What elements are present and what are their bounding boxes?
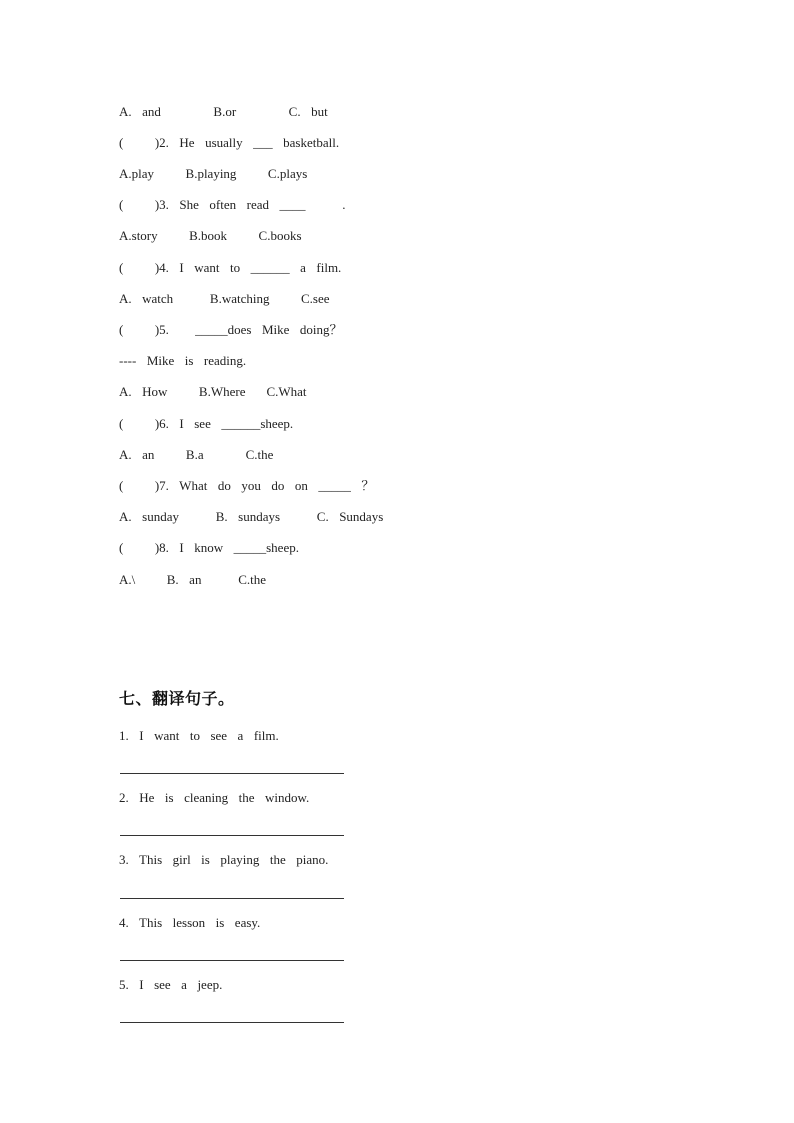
question-6: ( )6. I see ______sheep. bbox=[119, 416, 294, 431]
answer-blank-1[interactable] bbox=[120, 773, 344, 774]
options-line-6: A. an B.a C.the bbox=[119, 447, 274, 462]
translate-item-3: 3. This girl is playing the piano. bbox=[119, 852, 329, 867]
options-line-7: A. sunday B. sundays C. Sundays bbox=[119, 509, 384, 524]
answer-line-5: ---- Mike is reading. bbox=[119, 353, 247, 368]
options-line-5: A. How B.Where C.What bbox=[119, 384, 307, 399]
translate-item-2: 2. He is cleaning the window. bbox=[119, 790, 310, 805]
question-8: ( )8. I know _____sheep. bbox=[119, 540, 299, 555]
answer-blank-4[interactable] bbox=[120, 960, 344, 961]
translate-item-4: 4. This lesson is easy. bbox=[119, 915, 261, 930]
options-line-1: A. and B.or C. but bbox=[119, 104, 328, 119]
section-title: 七、翻译句子。 bbox=[119, 689, 235, 708]
translate-item-5: 5. I see a jeep. bbox=[119, 977, 223, 992]
options-line-3: A.story B.book C.books bbox=[119, 228, 302, 243]
options-line-4: A. watch B.watching C.see bbox=[119, 291, 330, 306]
answer-blank-3[interactable] bbox=[120, 898, 344, 899]
question-4: ( )4. I want to ______ a film. bbox=[119, 260, 342, 275]
answer-blank-2[interactable] bbox=[120, 835, 344, 836]
options-line-8: A.\ B. an C.the bbox=[119, 572, 266, 587]
question-3: ( )3. She often read ____ . bbox=[119, 197, 346, 212]
question-2: ( )2. He usually ___ basketball. bbox=[119, 135, 340, 150]
options-line-2: A.play B.playing C.plays bbox=[119, 166, 308, 181]
question-5: ( )5. _____does Mike doing？ bbox=[119, 322, 343, 337]
translate-item-1: 1. I want to see a film. bbox=[119, 728, 279, 743]
answer-blank-5[interactable] bbox=[120, 1022, 344, 1023]
question-7: ( )7. What do you do on _____ ？ bbox=[119, 478, 375, 493]
